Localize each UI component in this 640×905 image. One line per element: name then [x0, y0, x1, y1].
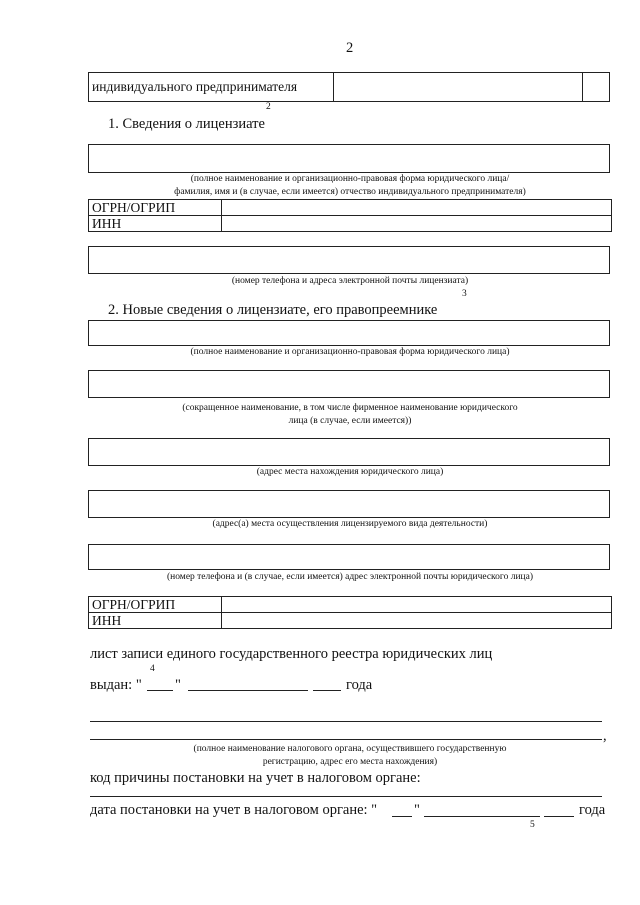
- ogrn-value-field[interactable]: [222, 200, 612, 216]
- entrepreneur-cell-text: индивидуального предпринимателя: [92, 79, 298, 94]
- new-address-field[interactable]: [88, 438, 610, 466]
- cell-divider: [333, 73, 334, 101]
- reg-quote: ": [414, 802, 420, 818]
- issued-day-blank[interactable]: [147, 690, 173, 691]
- licensee-name-caption-1: (полное наименование и организационно-правовая форма юридического лица/: [190, 174, 510, 184]
- new-id-table: [88, 596, 612, 629]
- inn-value-field[interactable]: [222, 216, 612, 232]
- tax-authority-caption-1: (полное наименование налогового органа, осуществившего государственную: [193, 744, 507, 754]
- inn-label: ИНН: [89, 613, 222, 629]
- kpp-value-line[interactable]: [90, 796, 602, 797]
- inn-label: ИНН: [89, 216, 222, 232]
- inn-value-field[interactable]: [222, 613, 612, 629]
- ogrn-value-field[interactable]: [222, 597, 612, 613]
- issued-label: выдан: ": [90, 677, 142, 693]
- licensee-id-table: [88, 199, 612, 232]
- new-short-name-caption-1: (сокращенное наименование, в том числе фирменное наименование юридического: [182, 403, 518, 413]
- ogrn-label: ОГРН/ОГРИП: [89, 200, 222, 216]
- activity-address-caption: (адрес(а) места осуществления лицензируемого вида деятельности): [212, 519, 488, 529]
- issued-year-blank[interactable]: [313, 690, 341, 691]
- reg-year-label: года: [579, 802, 606, 818]
- reg-date-label: дата постановки на учет в налоговом органе: ": [90, 802, 378, 818]
- reg-day-blank[interactable]: [392, 816, 412, 817]
- tax-authority-caption-2: регистрацию, адрес его места нахождения): [262, 757, 438, 767]
- kpp-label: код причины постановки на учет в налоговом органе:: [90, 770, 421, 786]
- new-address-caption: (адрес места нахождения юридического лица): [256, 467, 444, 477]
- cell-divider: [582, 73, 583, 101]
- new-contact-caption: (номер телефона и (в случае, если имеется) адрес электронной почты юридического лица): [166, 572, 533, 582]
- section1-heading: 1. Сведения о лицензиате: [108, 116, 265, 132]
- new-contact-field[interactable]: [88, 544, 610, 570]
- new-short-name-caption-2: лица (в случае, если имеется)): [288, 416, 412, 426]
- licensee-name-caption-2: фамилия, имя и (в случае, если имеется) отчество индивидуального предпринимателя): [174, 187, 526, 197]
- ogrn-label: ОГРН/ОГРИП: [89, 597, 222, 613]
- licensee-contact-caption: (номер телефона и адреса электронной почты лицензиата): [231, 276, 469, 286]
- issued-month-blank[interactable]: [188, 690, 308, 691]
- issued-quote: ": [175, 677, 181, 693]
- reg-year-blank[interactable]: [544, 816, 574, 817]
- egrul-text: лист записи единого государственного реестра юридических лиц: [90, 646, 493, 662]
- footnote-4: 4: [150, 664, 155, 674]
- footnote-3: 3: [462, 289, 467, 299]
- footnote-2: 2: [266, 102, 271, 112]
- section2-heading: 2. Новые сведения о лицензиате, его правопреемнике: [108, 302, 438, 318]
- entrepreneur-cell-frame: [88, 72, 610, 102]
- tax-authority-line-1[interactable]: [90, 721, 602, 722]
- new-full-name-caption: (полное наименование и организационно-правовая форма юридического лица): [190, 347, 510, 357]
- new-short-name-field[interactable]: [88, 370, 610, 398]
- issued-year-label: года: [346, 677, 373, 693]
- page-number: 2: [346, 40, 354, 56]
- footnote-5: 5: [530, 820, 535, 830]
- trailing-comma: ,: [603, 728, 607, 744]
- reg-month-blank[interactable]: [424, 816, 540, 817]
- tax-authority-line-2[interactable]: [90, 739, 602, 740]
- licensee-name-field[interactable]: [88, 144, 610, 173]
- licensee-contact-field[interactable]: [88, 246, 610, 274]
- new-full-name-field[interactable]: [88, 320, 610, 346]
- activity-address-field[interactable]: [88, 490, 610, 518]
